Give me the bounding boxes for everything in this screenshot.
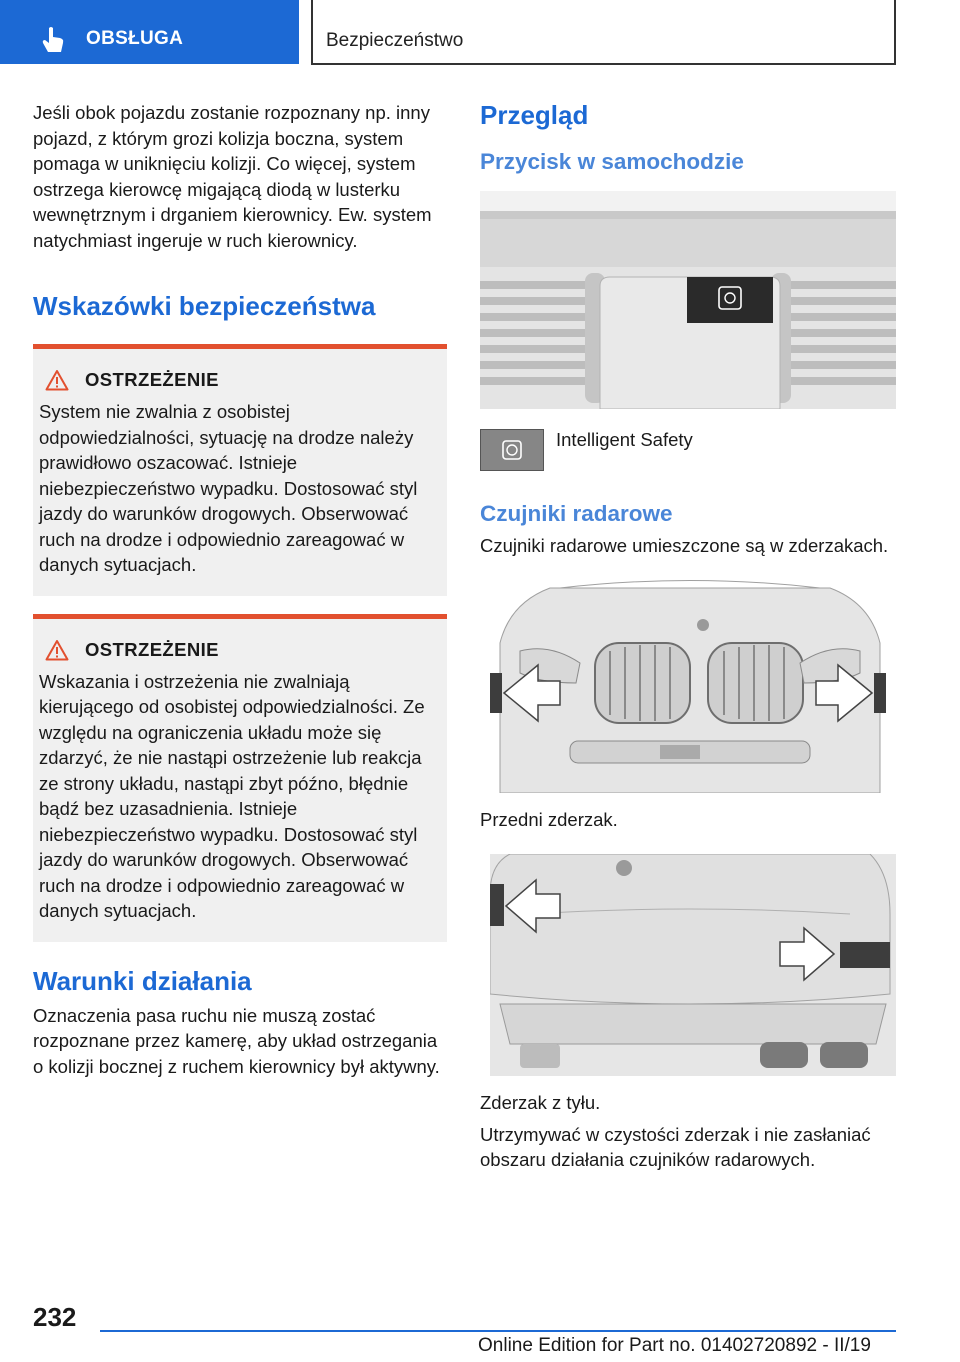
footer-rule: [100, 1330, 896, 1332]
header-divider: [311, 0, 313, 64]
hand-pointer-icon: [40, 26, 66, 54]
left-column: [33, 100, 447, 1079]
warning-box-2: [33, 614, 447, 942]
button-heading: Przycisk w samochodzie: [480, 149, 744, 174]
intro-paragraph: Jeśli obok pojazdu zostanie rozpoznany np. inny pojazd, z którym grozi kolizja boczna, system pomaga w uniknięciu kolizji. Co więcej, system ostrzega kierowcę migającą diodą w lusterku wewnętrznym i drganiem kierownicy. Ew. system natychmiast ingeruje w ruch kierownicy.: [33, 102, 432, 251]
dashboard-button-illustration: [480, 191, 896, 409]
page-number: 232: [33, 1302, 77, 1332]
dashboard-drawing: [480, 191, 896, 409]
warning-triangle-icon: [45, 639, 69, 661]
radar-heading: Czujniki radarowe: [480, 501, 673, 526]
warning-label: OSTRZEŻENIE: [85, 638, 219, 660]
front-bumper-illustration: [490, 573, 886, 793]
chapter-label: OBSŁUGA: [86, 28, 184, 49]
conditions-heading: Warunki działania: [33, 965, 252, 996]
safety-heading: Wskazówki bezpieczeństwa: [33, 291, 376, 321]
header-tab: [0, 0, 299, 64]
section-title: Bezpieczeństwo: [326, 30, 464, 51]
overview-heading: Przegląd: [480, 100, 589, 130]
warning-label: OSTRZEŻENIE: [85, 369, 219, 390]
rear-bumper-illustration: [490, 854, 896, 1076]
intelligent-safety-button-icon: [480, 429, 544, 471]
warning-box-1: [33, 344, 447, 596]
rear-bumper-drawing: [490, 854, 896, 1076]
button-legend-text: Intelligent Safety: [556, 429, 693, 450]
warning-text: System nie zwalnia z osobistej odpowiedzialności, sytuację na drodze należy prawidłowo oszacować. Istnieje niebezpieczeństwo wypadku. Dostosować styl jazdy do warunków drogowych. Obserwować ruch na drodze i odpowiednio zareagować w danych sytuacjach.: [39, 401, 418, 575]
right-column: [480, 100, 896, 1173]
header-divider-right: [894, 0, 896, 64]
warning-text: Wskazania i ostrzeżenia nie zwalniają kierującego od osobistej odpowiedzialności. Ze względu na ograniczenia układu może się zdarzyć, że nie nastąpi ostrzeżenie lub reakcja ze strony układu, nastąpi zbyt późno, błędnie bądź bez uzasadnienia. Istnieje niebezpieczeństwo wypadku. Dostosować styl jazdy do warunków drogowych. Obserwować ruch na drodze i odpowiednio zareagować w danych sytuacjach.: [39, 670, 425, 921]
conditions-paragraph: Oznaczenia pasa ruchu nie muszą zostać rozpoznane przez kamerę, aby układ ostrzegania o kolizji bocznej z ruchem kierownicy był aktywny.: [33, 1004, 440, 1077]
rear-paragraph: Utrzymywać w czystości zderzak i nie zasłaniać obszaru działania czujników radarowych.: [480, 1123, 871, 1170]
header-underline: [311, 63, 896, 65]
edition-text: Online Edition for Part no. 01402720892 - II/19: [478, 1335, 871, 1356]
front-bumper-drawing: [490, 573, 886, 793]
button-legend: [480, 429, 896, 471]
front-caption: Przedni zderzak.: [480, 808, 618, 830]
radar-paragraph: Czujniki radarowe umieszczone są w zderzakach.: [480, 535, 889, 556]
warning-triangle-icon: [45, 369, 69, 391]
rear-caption: Zderzak z tyłu.: [480, 1092, 601, 1113]
